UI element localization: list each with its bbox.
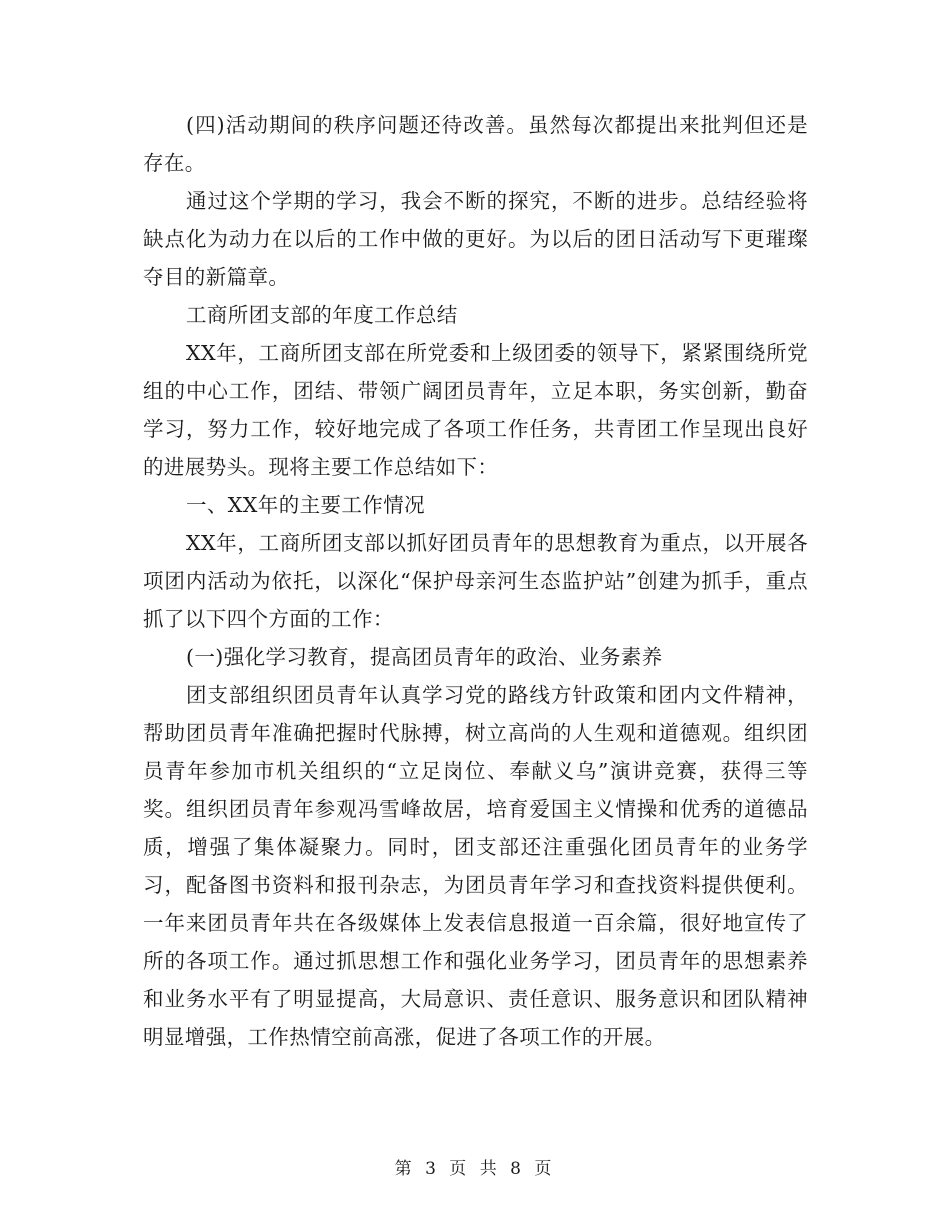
- document-body: [143, 106, 808, 1056]
- paragraph-order-issue: (四)活动期间的秩序问题还待改善。虽然每次都提出来批判但还是存在。: [143, 113, 808, 175]
- page-footer: 第 3 页 共 8 页: [394, 1159, 556, 1179]
- subheading-study-education: (一)强化学习教育，提高团员青年的政治、业务素养: [186, 645, 663, 669]
- paragraph-annual-intro: XX年，工商所团支部在所党委和上级团委的领导下，紧紧围绕所党组的中心工作，团结、带领广阔团员青年，立足本职，务实创新，勤奋学习，努力工作，较好地完成了各项工作任务，共青团工作呈现出良好的进展势头。现将主要工作总结如下：: [143, 341, 808, 479]
- section-title-annual-summary: 工商所团支部的年度工作总结: [186, 303, 458, 327]
- paragraph-main-work-overview: XX年，工商所团支部以抓好团员青年的思想教育为重点，以开展各项团内活动为依托，以深化“保护母亲河生态监护站”创建为抓手，重点抓了以下四个方面的工作：: [143, 531, 808, 631]
- paragraph-study-education-detail: 团支部组织团员青年认真学习党的路线方针政策和团内文件精神，帮助团员青年准确把握时代脉搏，树立高尚的人生观和道德观。组织团员青年参加市机关组织的“立足岗位、奉献义乌”演讲竞赛，获得三等奖。组织团员青年参观冯雪峰故居，培育爱国主义情操和优秀的道德品质，增强了集体凝聚力。同时，团支部还注重强化团员青年的业务学习，配备图书资料和报刊杂志，为团员青年学习和查找资料提供便利。一年来团员青年共在各级媒体上发表信息报道一百余篇，很好地宣传了所的各项工作。通过抓思想工作和强化业务学习，团员青年的思想素养和业务水平有了明显提高，大局意识、责任意识、服务意识和团队精神明显增强，工作热情空前高涨，促进了各项工作的开展。: [143, 683, 808, 1049]
- paragraph-semester-conclusion: 通过这个学期的学习，我会不断的探究，不断的进步。总结经验将缺点化为动力在以后的工作中做的更好。为以后的团日活动写下更璀璨夺目的新篇章。: [143, 189, 808, 289]
- heading-main-work: 一、XX年的主要工作情况: [186, 493, 425, 517]
